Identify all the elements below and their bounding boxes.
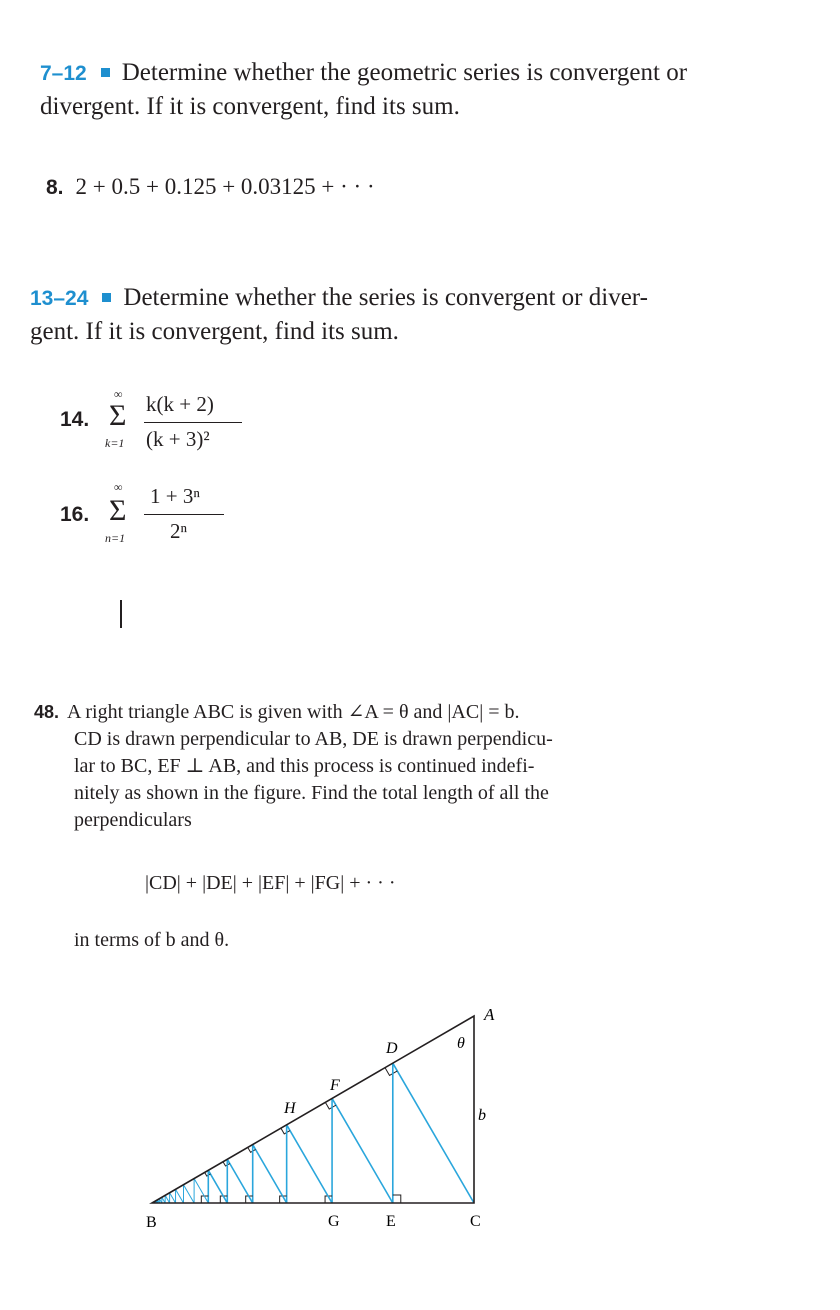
problem-number: 16. xyxy=(60,503,90,526)
right-angle-mark xyxy=(393,1195,401,1203)
sigma-symbol: Σ xyxy=(109,494,127,527)
fraction-denominator: 2ⁿ xyxy=(170,519,188,543)
fraction-numerator: 1 + 3ⁿ xyxy=(150,484,200,508)
problem-48-line1: A right triangle ABC is given with ∠A = θ and |AC| = b. xyxy=(67,701,520,723)
problem-8-series: 2 + 0.5 + 0.125 + 0.03125 + · · · xyxy=(75,174,375,199)
sum-upper-limit: ∞ xyxy=(114,480,123,494)
problem-number: 48. xyxy=(34,702,60,722)
problem-48-line2: CD is drawn perpendicular to AB, DE is drawn perpendicu- xyxy=(74,728,553,750)
label-d: D xyxy=(386,1040,398,1057)
label-a: A xyxy=(484,1005,495,1024)
perpendicular-segment xyxy=(253,1145,287,1203)
section-instruction-line2: gent. If it is convergent, find its sum. xyxy=(30,318,399,345)
perpendicular-segment xyxy=(332,1098,393,1203)
sum-lower-limit: n=1 xyxy=(105,531,126,545)
problem-48-line3: lar to BC, EF ⊥ AB, and this process is continued indefi- xyxy=(74,755,535,777)
problem-48-expression: |CD| + |DE| + |EF| + |FG| + · · · xyxy=(145,872,396,894)
perpendicular-segment xyxy=(170,1193,176,1203)
problem-number: 14. xyxy=(60,408,90,431)
section-instruction-line1: Determine whether the geometric series is convergent or xyxy=(121,59,688,86)
label-theta: θ xyxy=(457,1035,465,1052)
label-c: C xyxy=(470,1213,481,1230)
section-range: 7–12 xyxy=(40,62,87,85)
sigma-symbol: Σ xyxy=(109,399,127,432)
triangle-abc xyxy=(152,1016,474,1203)
label-b-side: b xyxy=(478,1107,486,1124)
fraction-numerator: k(k + 2) xyxy=(146,392,214,416)
problem-number: 8. xyxy=(46,176,64,199)
perpendicular-segment xyxy=(165,1195,169,1203)
perpendicular-segment xyxy=(183,1185,194,1203)
sum-upper-limit: ∞ xyxy=(114,387,123,401)
fraction-denominator: (k + 3)² xyxy=(146,427,210,451)
problem-48-line5: perpendiculars xyxy=(74,809,192,831)
problem-48-line4: nitely as shown in the figure. Find the total length of all the xyxy=(74,782,549,804)
perpendicular-segment xyxy=(208,1170,227,1203)
sum-lower-limit: k=1 xyxy=(105,436,125,450)
perpendicular-segment xyxy=(287,1125,332,1203)
label-e: E xyxy=(386,1213,396,1230)
perpendicular-segment xyxy=(393,1063,474,1203)
perpendicular-segment xyxy=(176,1189,184,1203)
perpendicular-segments xyxy=(155,1063,474,1203)
label-f: F xyxy=(330,1077,340,1094)
label-h: H xyxy=(284,1100,296,1117)
section-instruction-line1: Determine whether the series is convergent or diver- xyxy=(123,284,648,311)
perpendicular-segment xyxy=(227,1159,252,1203)
label-g: G xyxy=(328,1213,340,1230)
section-range: 13–24 xyxy=(30,287,89,310)
label-b: B xyxy=(146,1214,157,1231)
problem-48-closing: in terms of b and θ. xyxy=(74,929,230,951)
section-instruction-line2: divergent. If it is convergent, find its sum. xyxy=(40,93,460,120)
